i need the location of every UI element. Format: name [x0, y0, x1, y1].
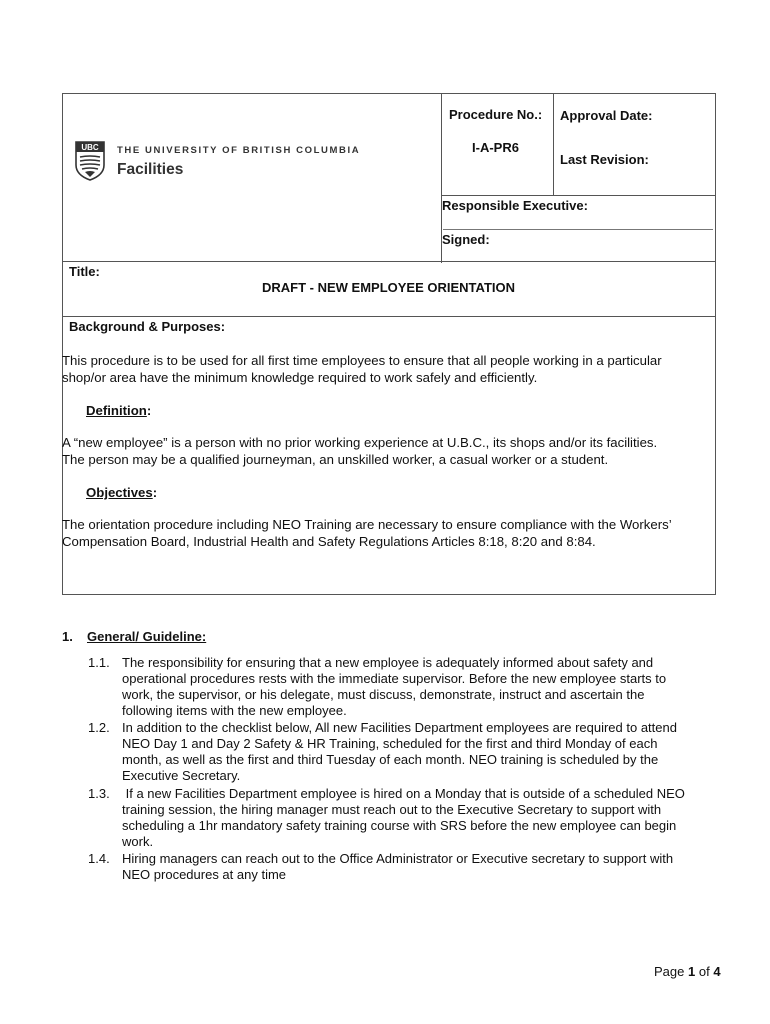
university-name: THE UNIVERSITY OF BRITISH COLUMBIA	[117, 145, 361, 156]
list-item	[122, 720, 722, 784]
list-item-number: 1.1.	[88, 655, 110, 670]
section-number: 1.	[62, 629, 73, 644]
procedure-no-label: Procedure No.:	[449, 107, 543, 122]
header-table	[62, 93, 716, 262]
responsible-executive-label: Responsible Executive:	[442, 198, 588, 213]
signed-label: Signed:	[442, 232, 490, 247]
of-word: of	[698, 964, 710, 979]
title-label: Title:	[69, 264, 100, 279]
list-item	[122, 786, 722, 850]
procedure-no-value: I-A-PR6	[472, 140, 519, 155]
definition-heading-wrap: Definition:	[86, 403, 152, 418]
intro-line: This procedure is to be used for all first time employees to ensure that all people working in a particular	[62, 353, 662, 368]
list-item-line: training session, the hiring manager must reach out to the Executive Secretary to support with	[122, 802, 662, 817]
page-footer	[654, 964, 721, 979]
last-revision-label: Last Revision:	[560, 152, 649, 167]
list-item-line: scheduling a 1hr mandatory safety training course with SRS before the new employee can begin	[122, 818, 677, 833]
objectives-line: Compensation Board, Industrial Health and Safety Regulations Articles 8:18, 8:20 and 8:84.	[62, 534, 596, 549]
document-title: DRAFT - NEW EMPLOYEE ORIENTATION	[262, 280, 516, 295]
ubc-facilities-logo	[75, 141, 375, 181]
crest-text: UBC	[81, 143, 99, 152]
list-item-number: 1.3.	[88, 786, 110, 801]
page-total: 4	[713, 964, 721, 979]
list-item-number: 1.4.	[88, 851, 110, 866]
definition-line: The person may be a qualified journeyman, an unskilled worker, a casual worker or a student.	[62, 452, 609, 467]
page-word: Page	[654, 964, 685, 979]
list-item	[122, 851, 722, 883]
list-item-line: NEO procedures at any time	[122, 867, 287, 882]
approval-date-label: Approval Date:	[560, 108, 653, 123]
header-divider	[553, 94, 554, 196]
list-item-line: operational procedures rests with the immediate supervisor. Before the new employee starts to	[122, 671, 667, 686]
section-title: General/ Guideline:	[87, 629, 207, 644]
department-name: Facilities	[117, 161, 184, 178]
ubc-crest-icon	[75, 141, 105, 181]
background-heading: Background & Purposes:	[69, 319, 226, 334]
list-item-line: work, the supervisor, or his delegate, must discuss, demonstrate, instruct and ascertain the	[122, 687, 645, 702]
intro-line: shop/or area have the minimum knowledge required to work safely and efficiently.	[62, 370, 538, 385]
list-item-line: Hiring managers can reach out to the Office Administrator or Executive secretary to support with	[122, 851, 674, 866]
objectives-heading: Objectives	[86, 485, 153, 500]
list-item-number: 1.2.	[88, 720, 110, 735]
list-item-line: work.	[122, 834, 154, 849]
objectives-heading-wrap: Objectives:	[86, 485, 158, 500]
signature-line	[443, 229, 713, 230]
header-divider	[441, 195, 716, 196]
list-item-line: The responsibility for ensuring that a new employee is adequately informed about safety and	[122, 655, 654, 670]
page-number: 1	[688, 964, 696, 979]
title-block	[62, 261, 716, 317]
list-item-line: If a new Facilities Department employee is hired on a Monday that is outside of a scheduled NEO	[122, 786, 685, 801]
list-item-line: following items with the new employee.	[122, 703, 347, 718]
definition-line: A “new employee” is a person with no prior working experience at U.B.C., its shops and/or its facilities.	[62, 435, 658, 450]
objectives-line: The orientation procedure including NEO Training are necessary to ensure compliance with the Workers’	[62, 517, 672, 532]
list-item-line: NEO Day 1 and Day 2 Safety & HR Training, scheduled for the first and third Monday of each	[122, 736, 658, 751]
list-item-line: month, as well as the first and third Tuesday of each month. NEO training is scheduled by the	[122, 752, 659, 767]
list-item-line: Executive Secretary.	[122, 768, 241, 783]
definition-heading: Definition	[86, 403, 147, 418]
list-item	[122, 655, 722, 719]
list-item-line: In addition to the checklist below, All new Facilities Department employees are required to attend	[122, 720, 677, 735]
